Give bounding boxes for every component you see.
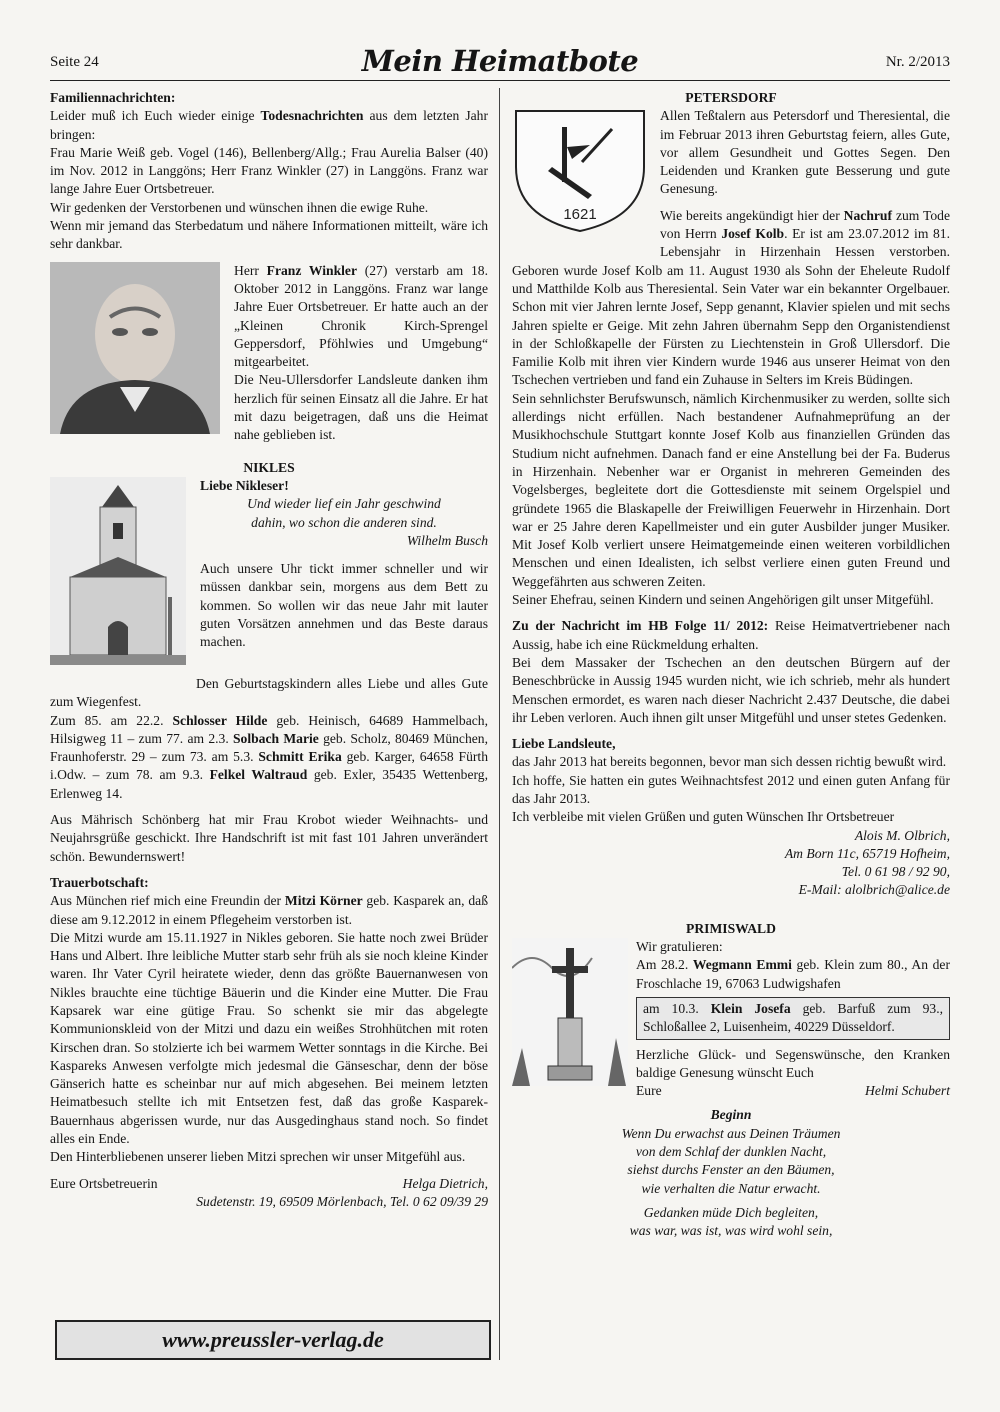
mourning-p1: Aus München rief mich eine Freundin der Mitzi Körner geb. Kasparek an, daß diese am 9.12.2012 in einem Pflegeheim verstorben ist. (50, 893, 488, 927)
olbrich-name: Alois M. Olbrich, (854, 827, 950, 843)
poem-line: was war, was ist, was wird wohl sein, (629, 1223, 833, 1239)
right-column (512, 89, 950, 1241)
petersdorf-career: Sein sehnlichster Berufswunsch, nämlich Kirchenmusiker zu werden, sollte sich allerdings nicht erfüllen. Nach bestandener Aufnahmeprüfung an der Musikhochschule Stuttgart konnte Josef Kolb aus finanziellen Gründen das Studium nicht aufnehmen. Danach fand er eine Anstellung bei der Fa. Buderus in Hirzenhain. Nebenher war er Organist in mehreren Gemeinden des Vogelsberges, begleitete dort die Gottesdienste mit seinem Orgelspiel und gründete 1965 die Blaskapelle der Freiwilligen Feuerwehr in Hirzenhain. Dort war er 25 Jahre deren Kapellmeister und ein guter Ausbilder junger Musiker. Mit Josef Kolb verliert unsere Heimatgemeinde einen weiteren vorbildlichen Menschen und einen Idealisten, ich selbst verliere einen guten Freund und Weggefährten aus schweren Zeiten. (512, 390, 950, 589)
family-news-request: Wenn mir jemand das Sterbedatum und nähere Informationen mitteilt, wäre ich sehr dankbar. (50, 218, 488, 252)
franz-winkler-photo (50, 262, 220, 434)
family-news-remember: Wir gedenken der Verstorbenen und wünschen ihnen die ewige Ruhe. (50, 199, 429, 215)
nikles-birthdays: Zum 85. am 22.2. Schlosser Hilde geb. Heinisch, 64689 Hammelbach, Hilsigweg 11 – zum 77. am 2.3. Solbach Marie geb. Scholz, 80469 München, Fraunhoferstr. 29 – zum 73. am 5.3. Schmitt Erika geb. Karger, 64658 Fürth i.Odw. – zum 78. am 9.3. Felkel Waltraud geb. Exler, 35435 Wettenberg, Erlenweg 14. (50, 712, 488, 801)
landsleute-p2: Ich hoffe, Sie hatten ein gutes Weihnachtsfest 2012 und einen guten Anfang für das Jahr 2013. (512, 772, 950, 806)
header-rule (50, 80, 950, 81)
landsleute-p1: das Jahr 2013 hat bereits begonnen, bevor man sich dessen richtig bewußt wird. (512, 754, 947, 770)
winkler-thanks: Die Neu-Ullersdorfer Landsleute danken ihm herzlich für seinen Einsatz all die Jahre. Er hat mit dazu beigetragen, daß uns die Heimat nahe geblieben ist. (234, 372, 488, 443)
petersdorf-obituary-kolb: Wie bereits angekündigt hier der Nachruf zum Tode von Herrn Josef Kolb. Er ist am 23.07.2012 im 81. Lebensjahr in Hirzenhain Hessen verstorben. Geboren wurde Josef Kolb am 11. August 1930 als Sohn der Eheleute Rudolf und Matthilde Kolb aus Theresiental. Sein Vater war ein bekannter Orgelbauer. Schon mit vier Jahren lernte Josef, Sepp genannt, Klavier spielen und mit sechs Jahren spielte er Geige. Mit zehn Jahren übernahm Sepp den Organistendienst in der Schloßkapelle der Fürsten zu Liechtenstein in Groß Ullersdorf. Die Familie Kolb mit ihren vier Kindern wurde 1946 aus unserer Heimat von den Tschechen vertrieben und fand ein Zuhause in Selters im Kreis Büdingen. (512, 207, 951, 388)
poem-beginn (512, 1106, 950, 1240)
poem-title: Beginn (710, 1107, 752, 1123)
publisher-website-link[interactable]: www.preussler-verlag.de (55, 1320, 491, 1360)
issue-number: Nr. 2/2013 (885, 54, 950, 70)
petersdorf-hb-note: Zu der Nachricht im HB Folge 11/ 2012: Reise Heimatvertriebener nach Aussig, habe ich eine Rückmeldung erhalten. (512, 618, 950, 652)
primiswald-congrats-klein-box: am 10.3. Klein Josefa geb. Barfuß zum 93., Schloßallee 2, Luisenheim, 40229 Düsseldorf. (636, 997, 950, 1040)
primiswald-wishes: Herzliche Glück- und Segenswünsche, den Kranken baldige Genesung wünscht Euch (636, 1046, 950, 1080)
column-divider (499, 88, 500, 1360)
primiswald-signature: Eure Helmi Schubert (636, 1083, 950, 1099)
olbrich-email[interactable]: E-Mail: alolbrich@alice.de (798, 882, 950, 898)
petersdorf-hb-p2: Bei dem Massaker der Tschechen an den deutschen Bürgern auf der Beneschbrücke in Aussig 1945 wurden nicht, wie ich schrieb, mehr als hundert Menschen ermordet, es waren nach dieser Nachricht 2.437 Deutsche, die dabei ihr Leben verloren. Auch ihnen gilt unser Mitgefühl und unser stetes Gedenken. (512, 654, 950, 725)
poem-line: Wenn Du erwachst aus Deinen Träumen (621, 1125, 841, 1141)
petersdorf-coat-of-arms (512, 107, 652, 257)
primiswald-congrats-wegmann: Am 28.2. Wegmann Emmi geb. Klein zum 80., An der Froschlache 19, 67063 Ludwigshafen (636, 957, 950, 991)
page-header (50, 44, 950, 78)
nikles-title: NIKLES (243, 459, 295, 475)
poem-line: von dem Schlaf der dunklen Nacht, (635, 1144, 827, 1160)
family-news-deaths: Frau Marie Weiß geb. Vogel (146), Bellenberg/Allg.; Frau Aurelia Balser (40) im Nov. 2012 in Langgöns; Herr Franz Winkler (27) in Langgöns. Franz war lange Jahre Euer Ortsbetreuer. (50, 144, 488, 197)
page-number: Seite 24 (50, 54, 99, 70)
svg-text:1621: 1621 (563, 206, 597, 224)
mourning-p3: Den Hinterbliebenen unserer lieben Mitzi sprechen wir unser Mitgefühl aus. (50, 1149, 466, 1165)
primiswald-wayside-cross (512, 938, 628, 1086)
petersdorf-greeting: Allen Teßtalern aus Petersdorf und Theresiental, die im Februar 2013 ihren Geburtstag feiern, alles Gute, vor allem Gesundheit und Gottes Segen. Den Leidenden und Kranken gute Besserung und gute Genesung. (660, 108, 950, 197)
nikles-krobot: Aus Mährisch Schönberg hat mir Frau Krobot wieder Weihnachts- und Neujahrsgrüße geschickt. Ihre Handschrift ist mit fast 101 Jahren unverändert schön. Bewundernswert! (50, 812, 488, 864)
poem-line: Gedanken müde Dich begleiten, (643, 1204, 819, 1220)
petersdorf-condolence: Seiner Ehefrau, seinen Kindern und seinen Angehörigen gilt unser Mitgefühl. (512, 592, 934, 608)
family-news-heading: Familiennachrichten: (50, 90, 176, 105)
mourning-signature: Eure Ortsbetreuerin Helga Dietrich, (50, 1175, 488, 1191)
left-column (50, 89, 488, 1211)
mourning-p2: Die Mitzi wurde am 15.11.1927 in Nikles geboren. Sie hatte noch zwei Brüder Hans und Albert. Ihre leibliche Mutter starb sehr früh als sie noch kleine Kinder waren. Ihr Vater Cyril heiratete wieder, denn das größte Bauernanwesen von Nikles brauchte eine tüchtige Bäuerin und die Kinder eine Mutter. Die Frau Kapsarek war eine gütige Frau. So schenkt sie mir das abgelegte Kommunionskleid von der Mitzi und dazu ein weißes Strohhütchen mit roten Kirschen dran. So stolzierte ich bei warmem Wetter sonntags in die Kirche. Bei Kaspareks Anwesen verfolgte mich jedesmal die Gänseschar, denn der böse Gänserich hatte es scheinbar nur auf mich abgesehen. Bei meinem letzten Heimatbesuch stellte ich mit Entsetzen fest, daß das große Kasparek-Bauernhaus abgerissen wurde, nur das Ausgedinghaus stand noch. So findet alles ein Ende. (50, 929, 488, 1147)
nikles-paragraph: Auch unsere Uhr tickt immer schneller und wir müssen dankbar sein, morgens aus dem Bett zu kommen. So wollen wir das neue Jahr mit lauter guten Vorsätzen annehmen und das Beste daraus machen. (200, 561, 488, 650)
landsleute-p3: Ich verbleibe mit vielen Grüßen und guten Wünschen Ihr Ortsbetreuer (512, 809, 895, 825)
nikles-birthday-intro: Den Geburtstagskindern alles Liebe und alles Gute zum Wiegenfest. (50, 675, 488, 710)
olbrich-phone: Tel. 0 61 98 / 92 90, (841, 864, 950, 880)
primiswald-greeting: Wir gratulieren: (636, 939, 723, 955)
poem-line: siehst durchs Fenster an den Bäumen, (627, 1162, 835, 1178)
masthead-logo: Mein Heimatbote (361, 44, 639, 78)
landsleute-heading: Liebe Landsleute, (512, 736, 616, 752)
mourning-heading: Trauerbotschaft: (50, 874, 149, 890)
nikles-quote-line1: Und wieder lief ein Jahr geschwind (247, 496, 441, 512)
nikles-quote-line2: dahin, wo schon die anderen sind. (251, 514, 437, 530)
nikles-church-photo (50, 477, 186, 665)
mourning-address: Sudetenstr. 19, 69509 Mörlenbach, Tel. 0 62 09/39 29 (196, 1193, 488, 1209)
primiswald-title: PRIMISWALD (686, 920, 776, 936)
nikles-quote-author: Wilhelm Busch (406, 532, 488, 548)
family-news-intro: Leider muß ich Euch wieder einige Todesnachrichten aus dem letzten Jahr bringen: (50, 108, 488, 142)
winkler-obituary: Herr Franz Winkler (27) verstarb am 18. Oktober 2012 in Langgöns. Franz war lange Jahre Euer Ortsbetreuer. Er hatte auch an der „Kleinen Chronik Kirch-Sprengel Geppersdorf, Pföhlwies und Umgebung“ mitgearbeitet. (234, 262, 488, 370)
poem-line: wie verhalten die Natur erwacht. (641, 1180, 821, 1196)
petersdorf-title: PETERSDORF (685, 90, 777, 105)
olbrich-address: Am Born 11c, 65719 Hofheim, (784, 845, 950, 861)
nikles-greeting: Liebe Nikleser! (200, 477, 289, 493)
